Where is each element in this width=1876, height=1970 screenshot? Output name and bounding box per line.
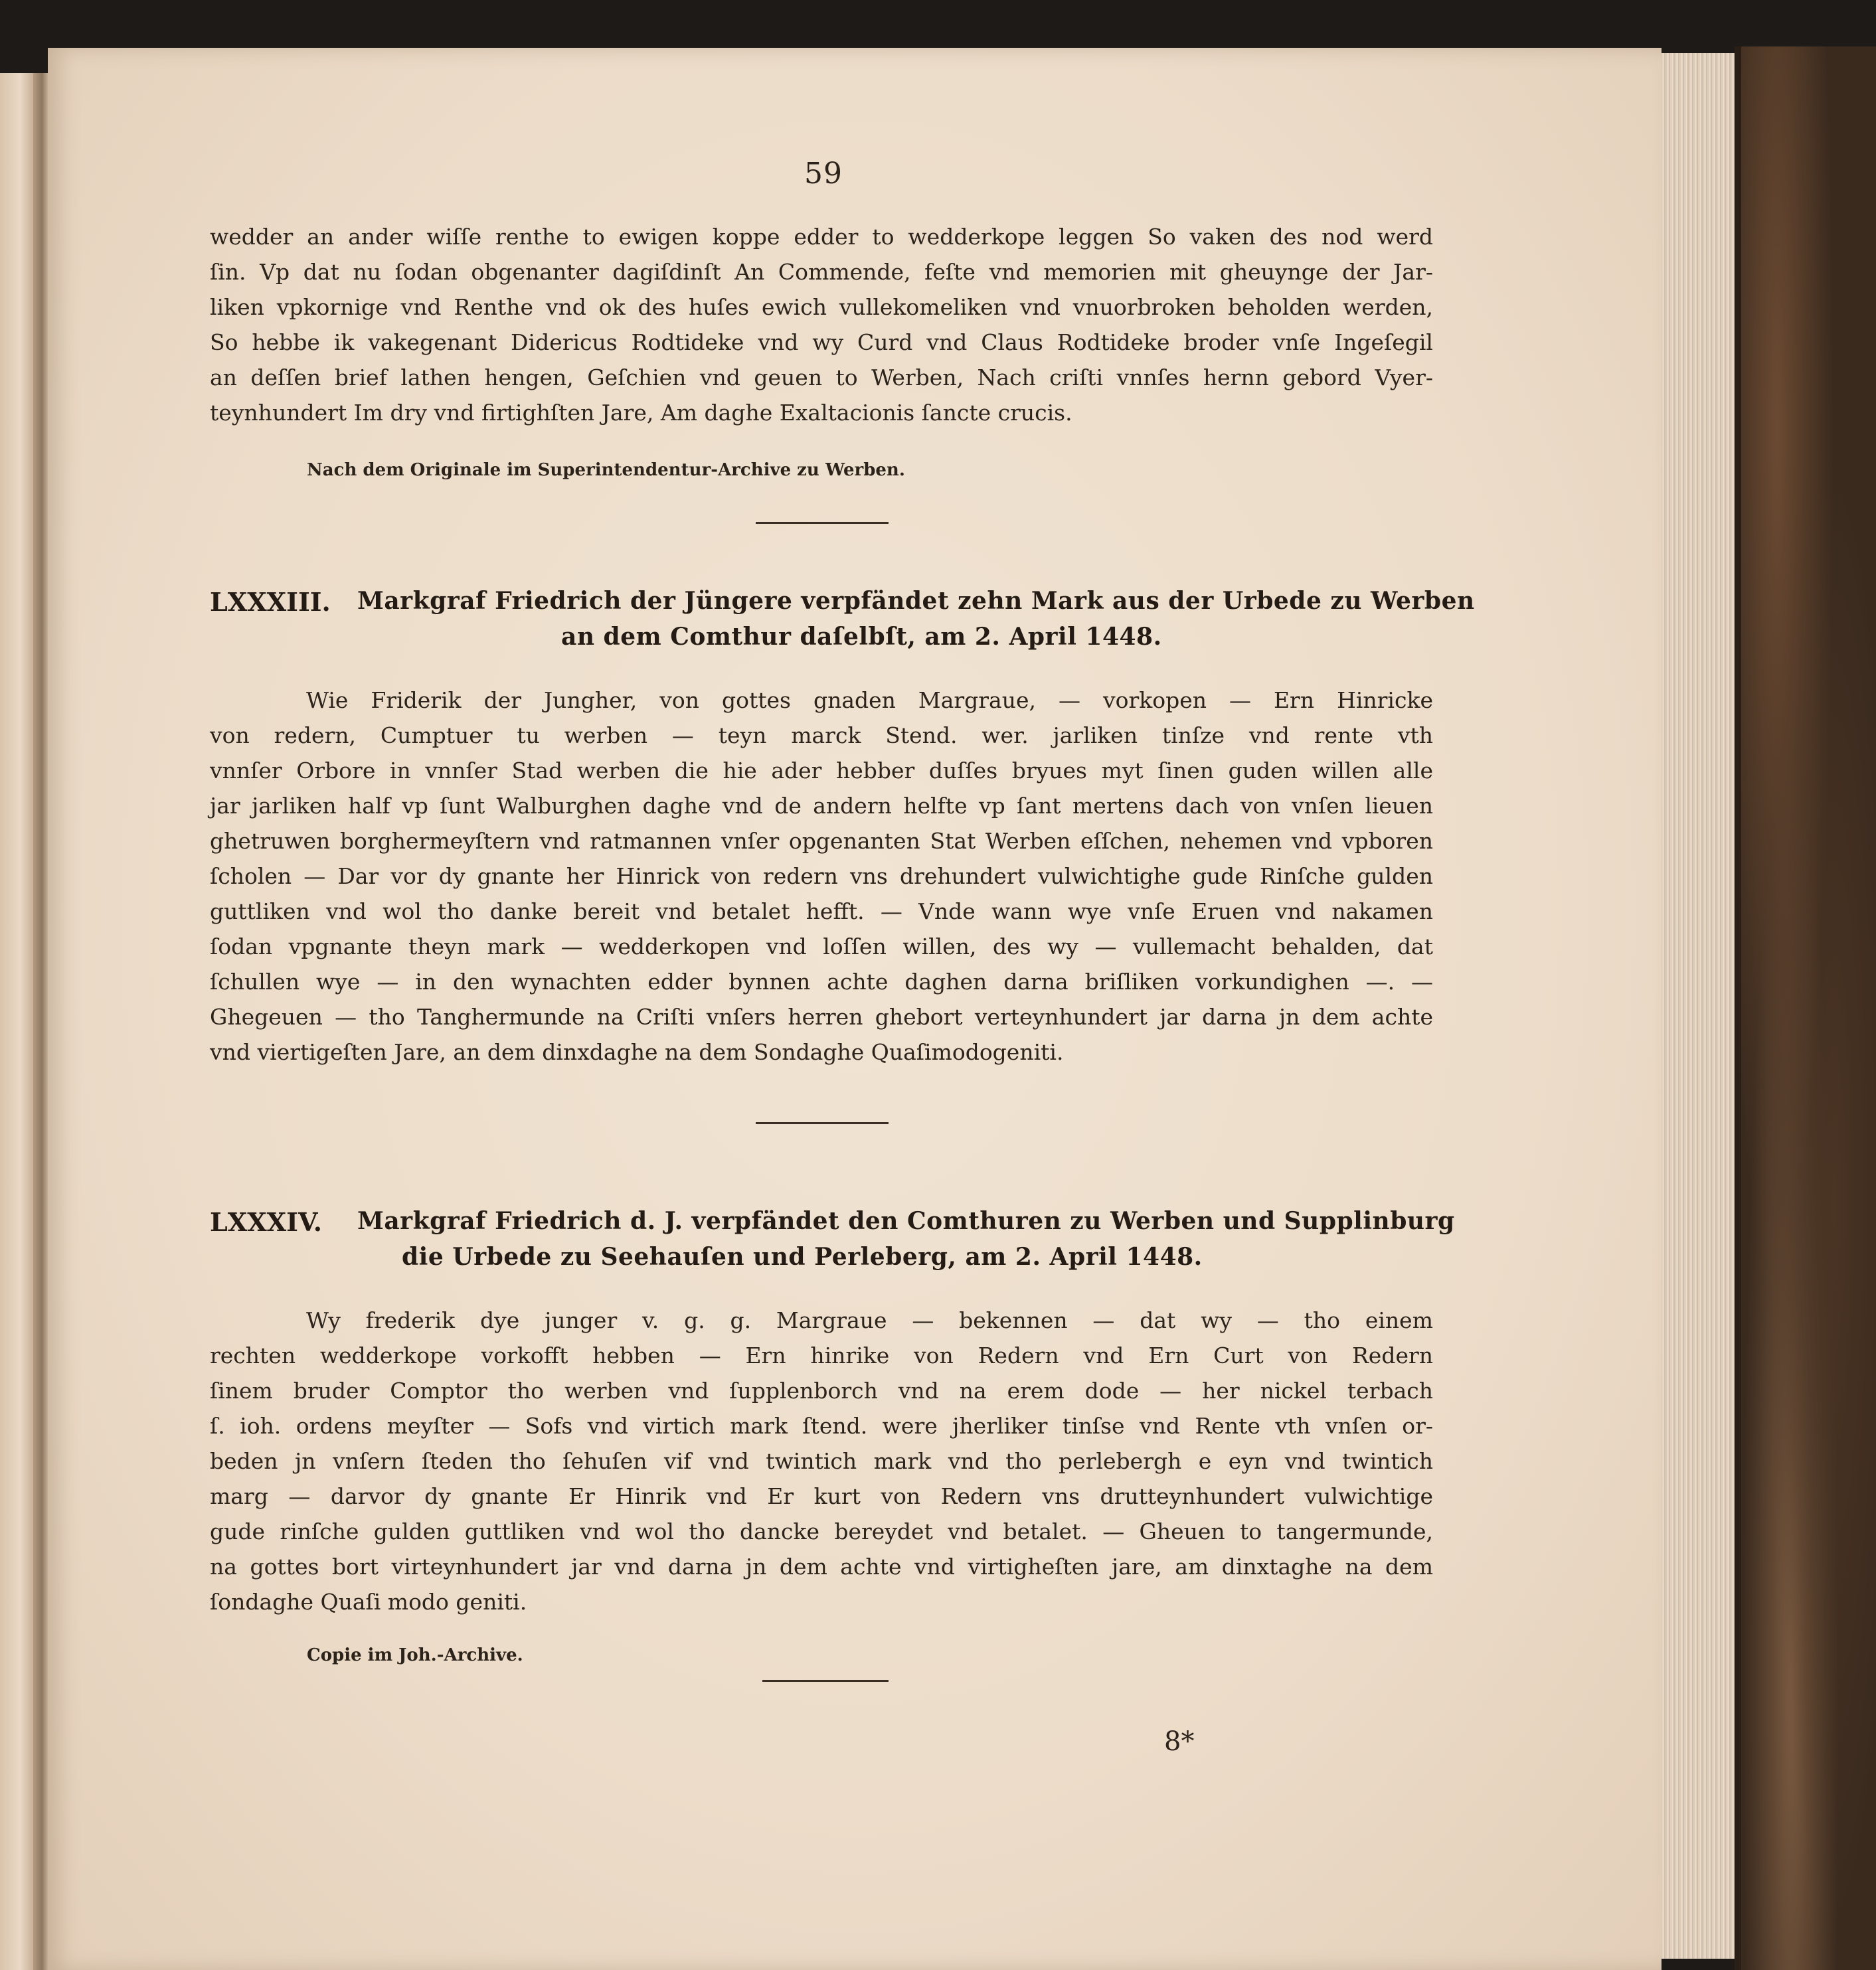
doc84-heading-line1: Markgraf Friedrich d. J. verpfändet den Comthuren zu Werben und Supplinburg xyxy=(357,1207,1455,1235)
doc84-numeral: LXXXIV. xyxy=(210,1207,323,1237)
text-line: marg — darvor dy gnante Er Hinrik vnd Er kurt von Redern vns drutteynhundert vulwichtige xyxy=(210,1483,1433,1509)
text-line: ſin. Vp dat nu ſodan obgenanter dagiſdinſt An Commende, feſte vnd memorien mit gheuynge der Jar- xyxy=(210,259,1433,285)
text-line: teynhundert Im dry vnd firtighſten Jare, Am daghe Exaltacionis ſancte crucis. xyxy=(210,400,1072,426)
text-line: liken vpkornige vnd Renthe vnd ok des huſes ewich vullekomeliken vnd vnuorbroken beholden werden, xyxy=(210,294,1433,320)
doc82-source-note: Nach dem Originale im Superintendentur-Archive zu Werben. xyxy=(307,460,905,480)
text-line: vnnſer Orbore in vnnſer Stad werben die hie ader hebber duſſes bryues myt ſinen guden willen alle xyxy=(210,758,1433,783)
text-line: vnd viertigeſten Jare, an dem dinxdaghe na dem Sondaghe Quaſimodogeniti. xyxy=(210,1039,1064,1065)
text-line: Ghegeuen — tho Tanghermunde na Criſti vnſers herren ghebort verteynhundert jar darna jn dem achte xyxy=(210,1004,1433,1030)
text-line: an deſſen brief lathen hengen, Geſchien vnd geuen to Werben, Nach criſti vnnſes hernn gebord Vyer- xyxy=(210,365,1433,390)
book-gutter xyxy=(33,73,48,1970)
text-line: ghetruwen borghermeyſtern vnd ratmannen vnſer opgenanten Stat Werben eſſchen, nehemen vnd vpboren xyxy=(210,828,1433,854)
section-divider xyxy=(756,1122,889,1124)
text-line: Wie Friderik der Jungher, von gottes gnaden Margraue, — vorkopen — Ern Hinricke xyxy=(306,687,1433,713)
text-line: gude rinſche gulden guttliken vnd wol tho dancke bereydet vnd betalet. — Gheuen to tangermunde, xyxy=(210,1519,1433,1544)
doc84-source-note: Copie im Joh.-Archive. xyxy=(307,1645,523,1665)
text-line: ſodan vpgnante theyn mark — wedderkopen vnd loſſen willen, des wy — vullemacht behalden, dat xyxy=(210,934,1433,959)
doc84-heading-line2: die Urbede zu Seehauſen und Perleberg, am 2. April 1448. xyxy=(402,1243,1203,1271)
signature-mark: 8* xyxy=(1164,1726,1195,1757)
doc83-body xyxy=(210,683,1433,1070)
page-number: 59 xyxy=(804,157,843,191)
text-line: ſcholen — Dar vor dy gnante her Hinrick von redern vns drehundert vulwichtighe gude Rinſche gulden xyxy=(210,863,1433,889)
text-line: von redern, Cumptuer tu werben — teyn marck Stend. wer. jarliken tinſze vnd rente vth xyxy=(210,722,1433,748)
text-line: jar jarliken half vp ſunt Walburghen daghe vnd de andern helfte vp ſant mertens dach von vnſen lieuen xyxy=(210,793,1433,819)
book-cover xyxy=(1735,46,1876,1970)
text-line: beden jn vnſern ſteden tho ſehuſen vif vnd twintich mark vnd tho perlebergh e eyn vnd twintich xyxy=(210,1448,1433,1474)
text-line: Wy frederik dye junger v. g. g. Margraue — bekennen — dat wy — tho einem xyxy=(306,1307,1433,1333)
doc83-heading-line2: an dem Comthur daſelbſt, am 2. April 1448. xyxy=(561,623,1162,651)
doc83-numeral: LXXXIII. xyxy=(210,587,331,617)
doc84-body xyxy=(210,1303,1433,1619)
text-line: So hebbe ik vakegenant Didericus Rodtideke vnd wy Curd vnd Claus Rodtideke broder vnſe Ingeſegil xyxy=(210,329,1433,355)
doc82-body xyxy=(210,219,1433,430)
text-line: ſinem bruder Comptor tho werben vnd ſupplenborch vnd na erem dode — her nickel terbach xyxy=(210,1378,1433,1404)
text-line: rechten wedderkope vorkofft hebben — Ern hinrike von Redern vnd Ern Curt von Redern xyxy=(210,1343,1433,1368)
text-line: guttliken vnd wol tho danke bereit vnd betalet hefft. — Vnde wann wye vnſe Eruen vnd nakamen xyxy=(210,898,1433,924)
doc83-heading-line1: Markgraf Friedrich der Jüngere verpfändet zehn Mark aus der Urbede zu Werben xyxy=(357,587,1475,615)
text-line: na gottes bort virteynhundert jar vnd darna jn dem achte vnd virtigheſten jare, am dinxtaghe na dem xyxy=(210,1554,1433,1580)
text-line: ſchullen wye — in den wynachten edder bynnen achte daghen darna briſliken vorkundighen —. — xyxy=(210,969,1433,995)
text-line: ſondaghe Quaſi modo geniti. xyxy=(210,1589,527,1615)
text-line: wedder an ander wiſſe renthe to ewigen koppe edder to wedderkope leggen So vaken des nod werd xyxy=(210,224,1433,250)
cover-spine-strip xyxy=(1735,46,1741,1970)
text-line: ſ. ioh. ordens meyſter — Sofs vnd virtich mark ſtend. were jherliker tinſse vnd Rente vth vnſen or- xyxy=(210,1413,1433,1439)
page-stack-edge xyxy=(1662,53,1735,1959)
section-divider xyxy=(756,522,889,524)
section-divider xyxy=(762,1680,889,1682)
left-page-edge xyxy=(0,73,33,1970)
